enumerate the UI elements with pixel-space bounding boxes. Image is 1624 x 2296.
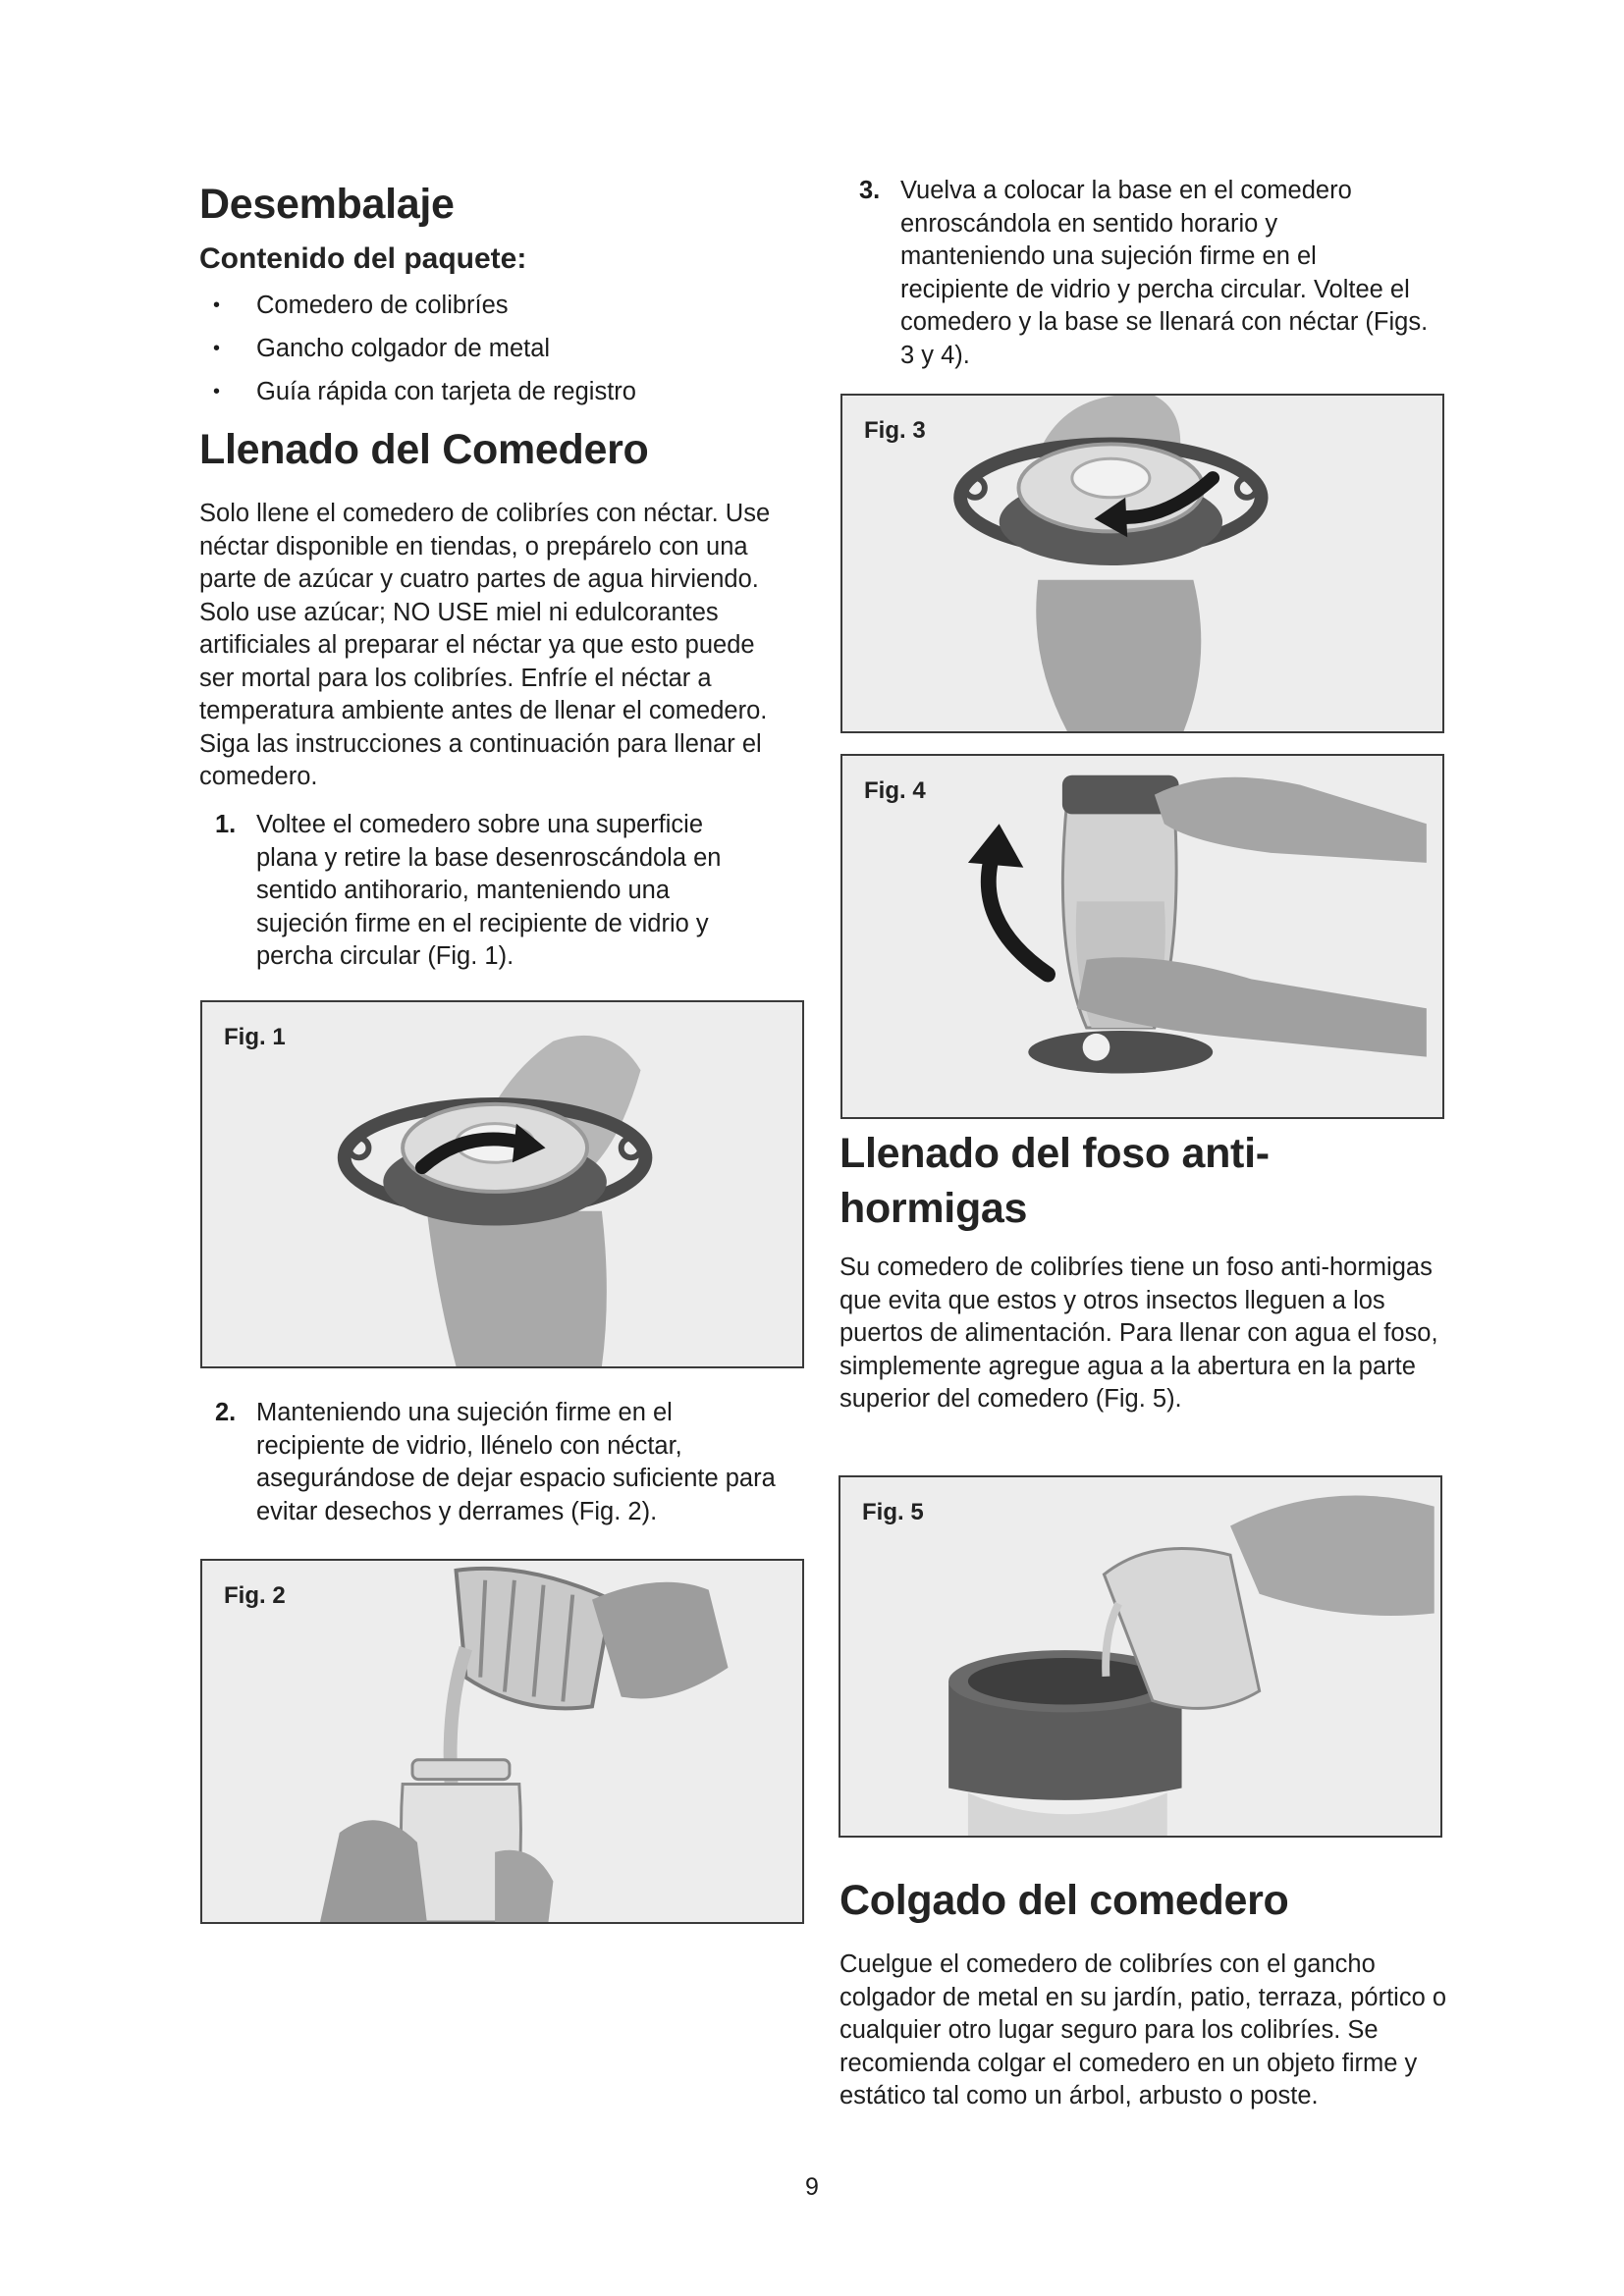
bullet-icon: • [213,381,221,402]
figure-3 [840,394,1444,733]
step-3: 3. Vuelva a colocar la base en el comedero enroscándola en sentido horario y manteniendo una sujeción firme en el recipiente de vidrio y percha circular. Voltee el comedero y la base se llenará con néctar (Figs. 3 y 4). [859,177,1429,369]
figure-4-photo [842,756,1442,1117]
list-item: • Gancho colgador de metal [199,327,636,370]
figure-5-photo [840,1477,1440,1836]
ant-moat-text: Su comedero de colibríes tiene un foso anti-hormigas que evita que estos y otros insectos lleguen a los puertos de alimentación. Para llenar con agua el foso, simplemente agregue agua a la abertura en la parte superior del comedero (Fig. 5). [839,1254,1438,1413]
figure-1-label: Fig. 1 [224,1024,286,1050]
figure-3-photo [842,396,1442,731]
hanging-text: Cuelgue el comedero de colibríes con el gancho colgador de metal en su jardín, patio, terraza, pórtico o cualquier otro lugar seguro para los colibríes. Se recomienda colgar el comedero en un objeto firme y estático tal como un árbol, arbusto o poste. [839,1950,1447,2109]
section-title-unpacking: Desembalaje [199,181,455,228]
figure-2-photo [202,1561,802,1922]
section-title-filling: Llenado del Comedero [199,426,649,473]
package-contents-list [199,284,636,413]
step-1: 1. Voltee el comedero sobre una superficie plana y retire la base desenroscándola en sentido antihorario, manteniendo una sujeción firme en el recipiente de vidrio y percha circular (Fig. 1). [215,811,722,970]
filling-intro: Solo llene el comedero de colibríes con néctar. Use néctar disponible en tiendas, o prepárelo con una parte de azúcar y cuatro partes de agua hirviendo. Solo use azúcar; NO USE miel ni edulcorantes artificiales al preparar el néctar ya que esto puede ser mortal para los colibríes. Enfríe el néctar a temperatura ambiente antes de llenar el comedero. Siga las instrucciones a continuación para llenar el comedero. [199,500,771,790]
figure-5 [839,1475,1442,1838]
section-title-ant-moat: Llenado del foso anti-hormigas [839,1130,1270,1232]
figure-1-photo [202,1002,802,1366]
list-item: • Comedero de colibríes [199,284,636,327]
figure-5-label: Fig. 5 [862,1499,924,1525]
list-item: • Guía rápida con tarjeta de registro [199,370,636,413]
page-number: 9 [805,2173,819,2201]
figure-2 [200,1559,804,1924]
figure-2-label: Fig. 2 [224,1582,286,1609]
figure-4-label: Fig. 4 [864,777,926,804]
bullet-icon: • [213,294,221,316]
package-contents-heading: Contenido del paquete: [199,242,527,275]
figure-4 [840,754,1444,1119]
step-2: 2. Manteniendo una sujeción firme en el recipiente de vidrio, llénelo con néctar, asegurándose de dejar espacio suficiente para evitar desechos y derrames (Fig. 2). [215,1399,776,1525]
section-title-hanging: Colgado del comedero [839,1877,1289,1924]
figure-1 [200,1000,804,1368]
figure-3-label: Fig. 3 [864,417,926,444]
bullet-icon: • [213,338,221,359]
